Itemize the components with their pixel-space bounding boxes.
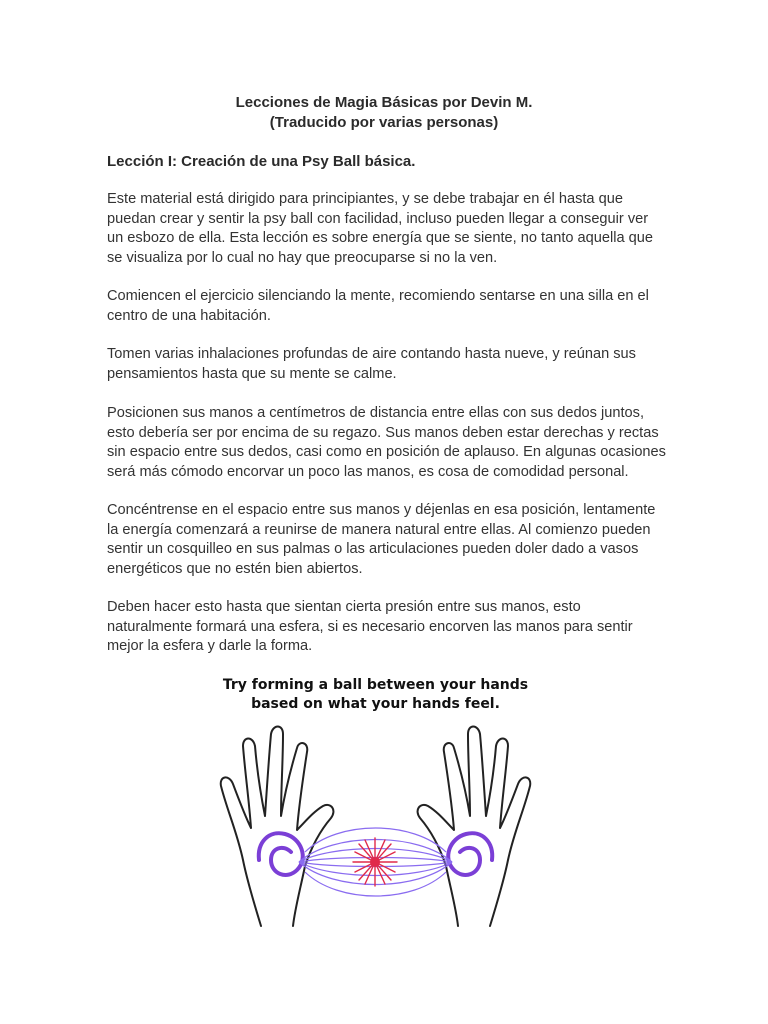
figure-caption-line-1: Try forming a ball between your hands bbox=[222, 677, 529, 693]
figure-caption bbox=[213, 676, 538, 714]
lesson-heading: Lección I: Creación de una Psy Ball básica. bbox=[107, 153, 416, 170]
document-title bbox=[0, 93, 768, 133]
left-spiral-icon bbox=[259, 833, 303, 875]
psy-ball-illustration bbox=[213, 672, 538, 947]
paragraph-2: Comiencen el ejercicio silenciando la mente, recomiendo sentarse en una silla en el centro de una habitación. bbox=[107, 288, 649, 324]
figure-caption-line-2: based on what your hands feel. bbox=[251, 696, 500, 712]
title-line-1: Lecciones de Magia Básicas por Devin M. bbox=[235, 94, 533, 111]
left-hand-icon bbox=[221, 727, 334, 927]
hands-drawing bbox=[213, 720, 538, 947]
paragraph-5: Concéntrense en el espacio entre sus manos y déjenlas en esa posición, lentamente la energía comenzará a reunirse de manera natural entre ellas. Al comienzo pueden sentir un cosquilleo en sus palmas o las articulaciones pueden doler dado a vasos energéticos que no estén bien abiertos. bbox=[107, 502, 656, 577]
paragraph-3: Tomen varias inhalaciones profundas de aire contando hasta nueve, y reúnan sus pensamientos hasta que su mente se calme. bbox=[107, 346, 636, 382]
paragraph-6: Deben hacer esto hasta que sientan cierta presión entre sus manos, esto naturalmente formará una esfera, si es necesario encorven las manos para sentir mejor la esfera y darle la forma. bbox=[107, 599, 633, 655]
energy-ball-core bbox=[370, 857, 380, 867]
paragraph-1: Este material está dirigido para principiantes, y se debe trabajar en él hasta que puedan crear y sentir la psy ball con facilidad, incluso pueden llegar a conseguir ver un esbozo de ella. Esta lección es sobre energía que se siente, no tanto aquella que se visualiza por lo cual no hay que preocuparse si no la ven. bbox=[107, 191, 654, 266]
title-line-2: (Traducido por varias personas) bbox=[269, 114, 499, 131]
right-spiral-icon bbox=[448, 833, 492, 875]
paragraph-4: Posicionen sus manos a centímetros de distancia entre ellas con sus dedos juntos, esto debería ser por encima de su regazo. Sus manos deben estar derechas y rectas sin espacio entre sus dedos, casi como en posición de aplauso. En algunas ocasiones será más cómodo encorvar un poco las manos, es cosa de comodidad personal. bbox=[107, 405, 666, 480]
right-hand-icon bbox=[418, 727, 531, 927]
